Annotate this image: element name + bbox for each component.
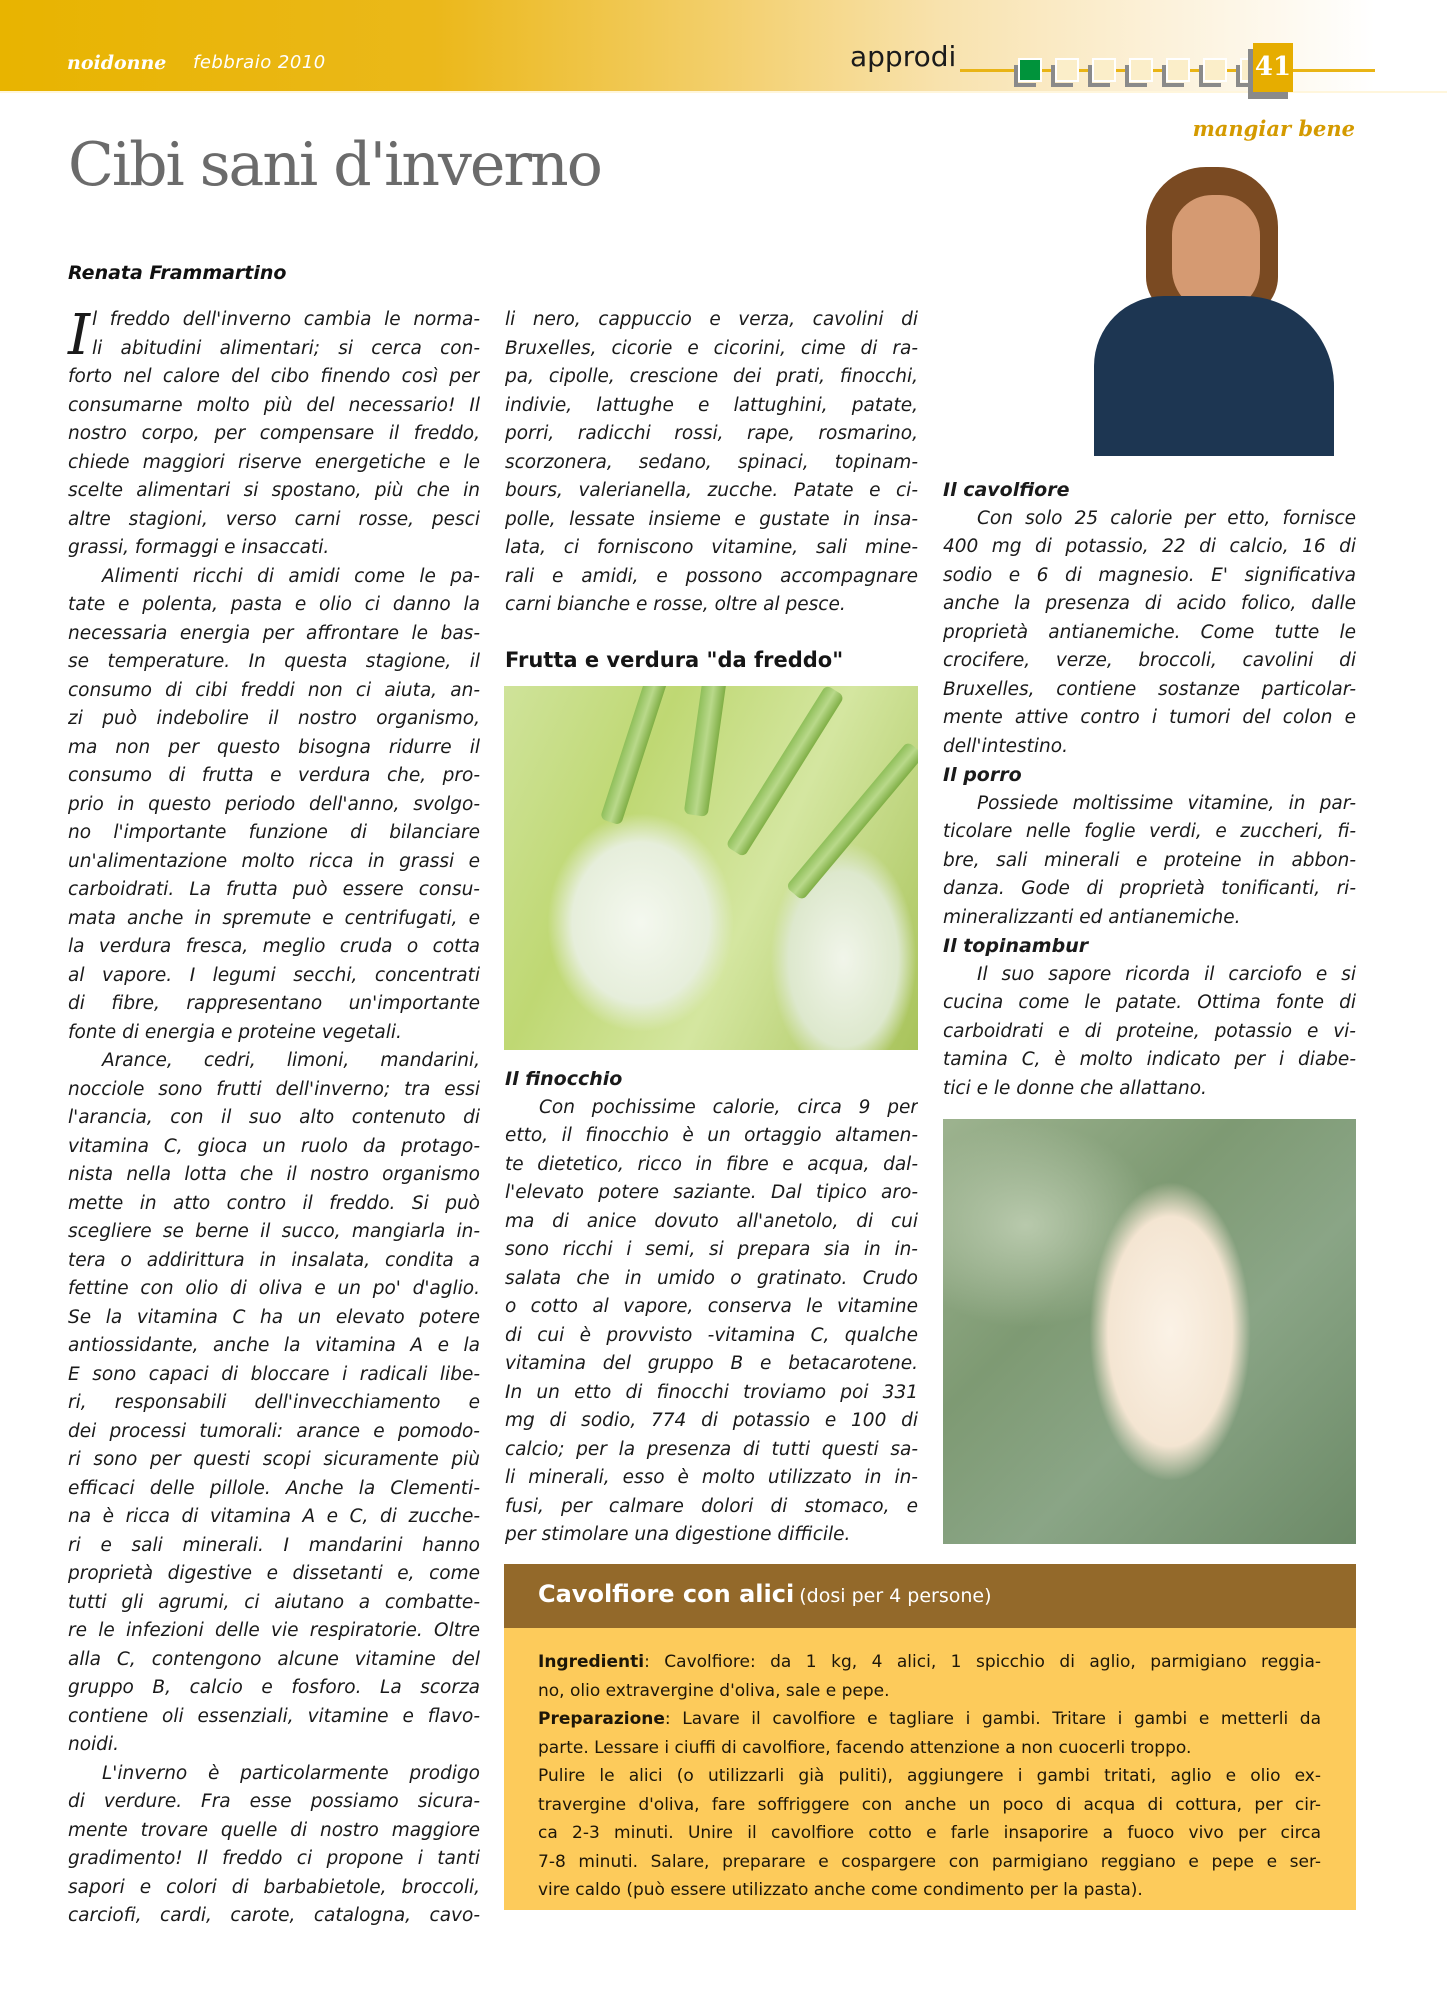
article-column-1 [68, 303, 480, 1931]
body-line: o cotto al vapore, conserva le vitamine [505, 1296, 918, 1317]
body-line: nostro corpo, per compensare il freddo, [68, 423, 480, 444]
body-line: calcio; per la presenza di tutti questi sa- [505, 1438, 918, 1460]
body-line: di verdure. Fra esse possiamo sicura- [68, 1791, 480, 1812]
portrait-shirt [1094, 296, 1334, 456]
body-line: In un etto di finocchi troviamo poi 331 [505, 1381, 918, 1403]
progress-square [1129, 58, 1153, 82]
recipe-text: no, olio extravergine d'oliva, sale e pepe. [538, 1680, 890, 1701]
body-line: Con solo 25 calorie per etto, fornisce [977, 507, 1356, 529]
fennel-stem [786, 741, 918, 901]
body-line: Alimenti ricchi di amidi come le pa- [102, 565, 480, 587]
section-heading: Frutta e verdura "da freddo" [505, 648, 844, 672]
page-number: 41 [1253, 43, 1293, 92]
body-line: scorzonera, sedano, spinaci, topinam- [505, 451, 918, 473]
recipe-servings: (dosi per 4 persone) [799, 1585, 992, 1607]
body-line: fonte di energia e proteine vegetali. [68, 1021, 402, 1043]
finocchio-heading: Il finocchio [505, 1068, 623, 1090]
body-line: ri, responsabili dell'invecchiamento e [68, 1392, 480, 1413]
recipe-title [538, 1580, 992, 1608]
body-line: indivie, lattughe e lattughini, patate, [505, 394, 918, 416]
body-line: Bruxelles, contiene sostanze particolar- [943, 678, 1356, 700]
body-line: crocifere, verze, broccoli, cavolini di [943, 650, 1356, 671]
body-line: porri, radicchi rossi, rape, rosmarino, [505, 423, 918, 444]
section-kicker: mangiar bene [1192, 116, 1355, 141]
body-line: vitamina C, gioca un ruolo da protago- [68, 1135, 480, 1157]
body-line: noidi. [68, 1734, 119, 1755]
body-line: no l'importante funzione di bilanciare [68, 822, 480, 843]
body-line: contiene oli essenziali, vitamine e flavo- [68, 1705, 480, 1727]
article-title: Cibi sani d'inverno [68, 130, 601, 200]
progress-square [1203, 58, 1227, 82]
recipe-line [538, 1848, 1321, 1877]
recipe-text: 7-8 minuti. Salare, preparare e cospargere con parmigiano reggiano e pepe e ser- [538, 1851, 1321, 1872]
body-line: gradimento! Il freddo ci propone i tanti [68, 1848, 480, 1869]
finocchio-section [505, 1065, 918, 1550]
body-line: Con pochissime calorie, circa 9 per [539, 1096, 918, 1118]
body-line: l'arancia, con il suo alto contenuto di [68, 1107, 480, 1128]
body-line: li minerali, esso è molto utilizzato in in- [505, 1467, 918, 1488]
body-line: un'alimentazione molto ricca in grassi e [68, 850, 480, 872]
recipe-line [538, 1819, 1321, 1848]
recipe-text: : Lavare il cavolfiore e tagliare i gambi. Tritare i gambi e metterli da [664, 1709, 1321, 1729]
body-line: carciofi, cardi, carote, catalogna, cavo- [68, 1905, 480, 1926]
body-line: Bruxelles, cicorie e cicorini, cime di ra- [505, 337, 918, 359]
body-line: danza. Gode di proprietà tonificanti, ri- [943, 878, 1356, 899]
section-name: approdi [850, 40, 957, 73]
body-line: L'inverno è particolarmente prodigo [102, 1762, 480, 1784]
progress-square [1092, 58, 1116, 82]
body-line: scegliere se berne il succo, mangiarla in- [68, 1221, 480, 1242]
body-line: consumo di frutta e verdura che, pro- [68, 765, 480, 786]
fennel-stem [600, 686, 670, 825]
body-line: vitamina del gruppo B e betacarotene. [505, 1353, 918, 1374]
body-line: tamina C, è molto indicato per i diabe- [943, 1049, 1356, 1070]
body-line: carboidrati. La frutta può essere consu- [68, 879, 480, 900]
fennel-stem [725, 686, 844, 857]
article-column-2 [505, 306, 918, 620]
topinambur-heading: Il topinambur [943, 935, 1089, 957]
body-line: nocciole sono frutti dell'inverno; tra essi [68, 1078, 480, 1100]
recipe-body [538, 1648, 1321, 1905]
body-line: altre stagioni, verso carni rosse, pesci [68, 508, 480, 530]
body-line: Possiede moltissime vitamine, in par- [977, 792, 1356, 814]
body-line: etto, il finocchio è un ortaggio altamen- [505, 1125, 918, 1146]
progress-square-active [1018, 58, 1042, 82]
article-column-3 [943, 476, 1356, 1103]
body-line: ma di anice dovuto all'anetolo, di cui [505, 1210, 918, 1232]
body-line: chiede maggiori riserve energetiche e le [68, 451, 480, 473]
body-line: zi può indebolire il nostro organismo, [68, 708, 480, 729]
body-line: ri sono per questi scopi sicuramente più [68, 1449, 480, 1470]
body-line: nista nella lotta che il nostro organismo [68, 1164, 480, 1185]
body-line: mg di sodio, 774 di potassio e 100 di [505, 1410, 918, 1431]
body-line: pa, cipolle, crescione dei prati, finocchi, [505, 366, 918, 387]
body-line: salata che in umido o gratinato. Crudo [505, 1267, 918, 1289]
body-line: efficaci delle pillole. Anche la Clementi- [68, 1477, 480, 1499]
body-line: se temperature. In questa stagione, il [68, 651, 480, 672]
body-line: forto nel calore del cibo finendo così per [68, 366, 480, 387]
body-line: Il suo sapore ricorda il carciofo e si [977, 963, 1356, 985]
recipe-text: Pulire le alici (o utilizzarli già puliti), aggiungere i gambi tritati, aglio e olio ex- [538, 1766, 1321, 1786]
body-line: tutti gli agrumi, ci aiutano a combatte- [68, 1591, 480, 1613]
body-line: E sono capaci di bloccare i radicali libe- [68, 1363, 480, 1385]
body-line: ticolare nelle foglie verdi, e zuccheri, fi- [943, 821, 1356, 842]
body-line: per stimolare una digestione difficile. [505, 1524, 851, 1545]
body-line: te dietetico, ricco in fibre e acqua, dal- [505, 1153, 918, 1175]
body-line: prio in questo periodo dell'anno, svolgo- [68, 793, 480, 815]
body-line: dei processi tumorali: arance e pomodo- [68, 1420, 480, 1442]
body-line: tici e le donne che allattano. [943, 1077, 1207, 1099]
recipe-line [538, 1791, 1321, 1820]
body-line: antiossidante, anche la vitamina A e la [68, 1335, 480, 1356]
recipe-text: parte. Lessare i ciuffi di cavolfiore, facendo attenzione a non cuocerli troppo. [538, 1737, 1192, 1758]
recipe-label: Ingredienti [538, 1652, 645, 1672]
body-line: rali e amidi, e possono accompagnare [505, 565, 918, 587]
body-line: bre, sali minerali e proteine in abbon- [943, 849, 1356, 871]
body-line: mata anche in spremute e centrifugati, e [68, 907, 480, 929]
drop-cap: I [68, 303, 91, 368]
recipe-line [538, 1648, 1321, 1677]
author-portrait [1094, 155, 1352, 456]
body-line: fettine con olio di oliva e un po' d'aglio. [68, 1278, 480, 1299]
body-line: grassi, formaggi e insaccati. [68, 537, 330, 558]
recipe-text: travergine d'oliva, fare soffriggere con anche un poco di acqua di cottura, per cir- [538, 1794, 1321, 1815]
recipe-line [538, 1677, 1321, 1706]
body-line: li nero, cappuccio e verza, cavolini di [505, 309, 918, 330]
body-line: ri e sali minerali. I mandarini hanno [68, 1534, 480, 1556]
fennel-photo [504, 686, 918, 1050]
body-line: carboidrati e di proteine, potassio e vi- [943, 1020, 1356, 1042]
body-line: ma non per questo bisogna ridurre il [68, 736, 480, 758]
body-line: proprietà antianemiche. Come tutte le [943, 621, 1356, 643]
recipe-text: ca 2-3 minuti. Unire il cavolfiore cotto e farle insaporire a fuoco vivo per circa [538, 1823, 1321, 1843]
recipe-line [538, 1876, 1321, 1905]
body-line: di fibre, rappresentano un'importante [68, 993, 480, 1014]
body-line: 400 mg di potassio, 22 di calcio, 16 di [943, 536, 1356, 557]
progress-square [1055, 58, 1079, 82]
fennel-stem [684, 686, 729, 817]
recipe-header [504, 1564, 1356, 1628]
porro-heading: Il porro [943, 764, 1022, 786]
recipe-line [538, 1762, 1321, 1791]
body-line: scelte alimentari si spostano, più che in [68, 480, 480, 501]
body-line: fusi, per calmare dolori di stomaco, e [505, 1495, 918, 1517]
body-line: mente trovare quelle di nostro maggiore [68, 1819, 480, 1841]
body-line: l'elevato potere saziante. Dal tipico aro- [505, 1182, 918, 1203]
body-line: tera o addirittura in insalata, condita a [68, 1249, 480, 1271]
magazine-name: noidonne [67, 52, 167, 74]
cauliflower-photo [943, 1119, 1356, 1544]
body-line: di cui è provvisto -vitamina C, qualche [505, 1324, 918, 1346]
cavolfiore-heading: Il cavolfiore [943, 479, 1070, 501]
body-line: mineralizzanti ed antianemiche. [943, 906, 1241, 928]
issue-date: febbraio 2010 [193, 52, 326, 73]
body-line: l freddo dell'inverno cambia le norma- [92, 309, 480, 330]
body-line: sapori e colori di barbabietole, broccoli, [68, 1876, 480, 1898]
body-line: gruppo B, calcio e fosforo. La scorza [68, 1677, 480, 1698]
body-line: mente attive contro i tumori del colon e [943, 707, 1356, 728]
body-line: consumarne molto più del necessario! Il [68, 394, 480, 416]
body-line: Se la vitamina C ha un elevato potere [68, 1306, 480, 1328]
recipe-name: Cavolfiore con alici [538, 1580, 795, 1608]
body-line: cucina come le patate. Ottima fonte di [943, 992, 1356, 1013]
body-line: anche la presenza di acido folico, dalle [943, 593, 1356, 614]
body-line: sodio e 6 di magnesio. E' significativa [943, 564, 1356, 586]
progress-square [1166, 58, 1190, 82]
body-line: consumo di cibi freddi non ci aiuta, an- [68, 679, 480, 701]
body-line: lata, ci forniscono vitamine, sali mine- [505, 537, 918, 558]
header-divider [0, 91, 1447, 93]
recipe-label: Preparazione [538, 1709, 665, 1729]
article-author: Renata Frammartino [68, 262, 287, 284]
body-line: dell'intestino. [943, 735, 1068, 757]
body-line: li abitudini alimentari; si cerca con- [92, 337, 480, 359]
body-line: carni bianche e rosse, oltre al pesce. [505, 594, 846, 615]
body-line: na è ricca di vitamina A e C, di zucche- [68, 1506, 480, 1527]
body-line: proprietà digestive e dissetanti e, come [68, 1563, 480, 1584]
recipe-line [538, 1705, 1321, 1734]
recipe-line [538, 1734, 1321, 1763]
body-line: re le infezioni delle vie respiratorie. Oltre [68, 1620, 480, 1641]
recipe-text: : Cavolfiore: da 1 kg, 4 alici, 1 spicchio di aglio, parmigiano reggia- [644, 1652, 1321, 1672]
recipe-text: vire caldo (può essere utilizzato anche come condimento per la pasta). [538, 1880, 1143, 1900]
body-line: Arance, cedri, limoni, mandarini, [102, 1050, 480, 1071]
recipe-box [504, 1564, 1356, 1910]
body-line: alla C, contengono alcune vitamine del [68, 1648, 480, 1670]
body-line: la verdura fresca, meglio cruda o cotta [68, 936, 480, 957]
body-line: bours, valerianella, zucche. Patate e ci- [505, 480, 918, 501]
body-line: mette in atto contro il freddo. Si può [68, 1192, 480, 1214]
header-band [0, 0, 1447, 91]
body-line: polle, lessate insieme e gustate in insa- [505, 508, 918, 530]
body-line: al vapore. I legumi secchi, concentrati [68, 964, 480, 986]
body-line: necessaria energia per affrontare le bas- [68, 622, 480, 644]
body-line: sono ricchi i semi, si prepara sia in in- [505, 1239, 918, 1260]
body-line: tate e polenta, pasta e olio ci danno la [68, 594, 480, 615]
